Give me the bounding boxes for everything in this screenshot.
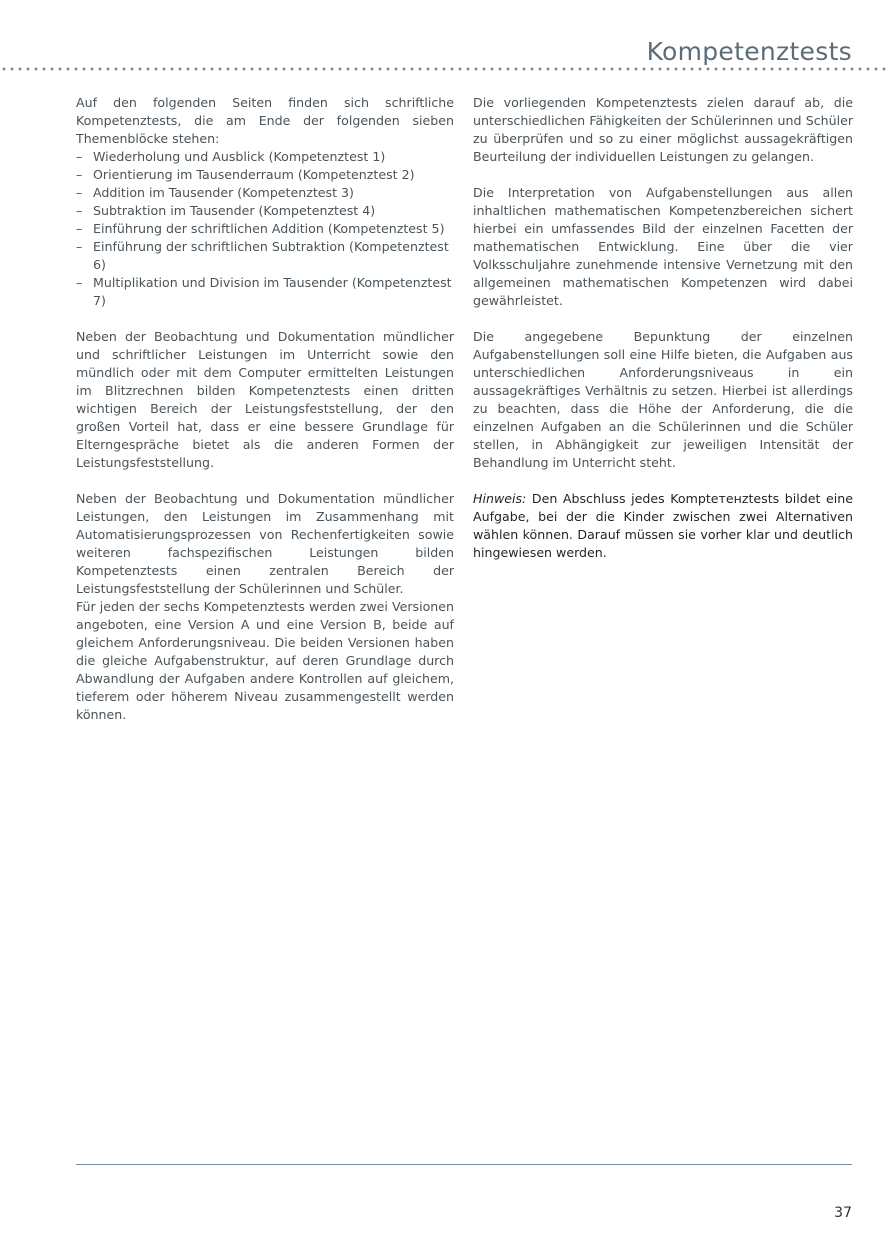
right-column xyxy=(473,94,853,562)
page-number: 37 xyxy=(834,1205,852,1221)
left-column xyxy=(76,94,454,742)
topic-list-item xyxy=(76,202,454,220)
topic-list-item xyxy=(76,220,454,238)
list-dash: – xyxy=(76,221,83,236)
hint-paragraph xyxy=(473,490,853,562)
header-dotted-divider xyxy=(0,67,890,71)
hint-label: Hinweis: xyxy=(473,491,527,506)
topic-list-item xyxy=(76,184,454,202)
topic-list xyxy=(76,148,454,310)
observation-paragraph: Neben der Beobachtung und Dokumentation mündlicher und schriftlicher Leistungen im Unterricht sowie den mündlich oder mit dem Computer ermittelten Leistungen im Blitzrechnen bilden Kompetenztests einen dritten wichtigen Bereich der Leistungsfeststellung, der den großen Vorteil hat, dass er eine bessere Grundlage für Elterngespräche bietet als die anderen Formen der Leistungsfeststellung. xyxy=(76,329,454,470)
interpretation-paragraph: Die Interpretation von Aufgabenstellungen aus allen inhaltlichen mathematischen Kompetenzbereichen sichert hierbei ein umfassendes Bild der einzelnen Facetten der mathematischen Entwicklung. Eine über die vier Volksschuljahre zunehmende intensive Vernetzung mit den allgemeinen mathematischen Kompetenzen wird dabei gewährleistet. xyxy=(473,185,853,308)
footer-divider xyxy=(76,1164,852,1165)
intro-paragraph: Auf den folgenden Seiten finden sich schriftliche Kompetenztests, die am Ende der folgenden sieben Themenblöcke stehen: xyxy=(76,95,454,146)
topic-list-item xyxy=(76,148,454,166)
hint-text: Den Abschluss jedes Kompteтенztests bildet eine Aufgabe, bei der die Kinder zwischen zwei Alternativen wählen können. Darauf müssen sie vorher klar und deutlich hingewiesen werden. xyxy=(473,491,853,560)
topic-label: Wiederholung und Ausblick (Kompetenztest 1) xyxy=(93,149,386,164)
list-dash: – xyxy=(76,275,83,290)
list-dash: – xyxy=(76,239,83,254)
versions-paragraph: Für jeden der sechs Kompetenztests werden zwei Versionen angeboten, eine Version A und eine Version B, beide auf gleichem Anforderungsniveau. Die beiden Versionen haben die gleiche Aufgabenstruktur, auf deren Grundlage durch Abwandlung der Aufgaben andere Kontrollen auf gleichem, tieferem oder höherem Niveau zusammengestellt werden können. xyxy=(76,599,454,722)
topic-label: Subtraktion im Tausender (Kompetenztest 4) xyxy=(93,203,376,218)
aim-paragraph: Die vorliegenden Kompetenztests zielen darauf ab, die unterschiedlichen Fähigkeiten der Schülerinnen und Schüler zu überprüfen und so zu einer möglichst aussagekräftigen Beurteilung der individuellen Leistungen zu gelangen. xyxy=(473,95,853,164)
page-title: Kompetenztests xyxy=(646,37,852,66)
topic-list-item xyxy=(76,274,454,310)
topic-list-item xyxy=(76,166,454,184)
topic-label: Addition im Tausender (Kompetenztest 3) xyxy=(93,185,354,200)
list-dash: – xyxy=(76,203,83,218)
list-dash: – xyxy=(76,167,83,182)
list-dash: – xyxy=(76,185,83,200)
topic-label: Orientierung im Tausenderraum (Kompetenztest 2) xyxy=(93,167,415,182)
list-dash: – xyxy=(76,149,83,164)
scoring-paragraph: Die angegebene Bepunktung der einzelnen Aufgabenstellungen soll eine Hilfe bieten, die Aufgaben aus unterschiedlichen Anforderungsniveaus in ein aussagekräftiges Verhältnis zu setzen. Hierbei ist allerdings zu beachten, dass die Höhe der Anforderung, die die einzelnen Aufgaben an die Schülerinnen und die Schüler stellen, in Abhängigkeit zur jeweiligen Intensität der Behandlung im Unterricht steht. xyxy=(473,329,853,470)
topic-list-item xyxy=(76,238,454,274)
central-area-paragraph: Neben der Beobachtung und Dokumentation mündlicher Leistungen, den Leistungen im Zusammenhang mit Automatisierungsprozessen von Rechenfertigkeiten sowie weiteren fachspezifischen Leistungen bilden Kompetenztests einen zentralen Bereich der Leistungsfeststellung der Schülerinnen und Schüler. xyxy=(76,491,454,596)
topic-label: Einführung der schriftlichen Subtraktion (Kompetenztest 6) xyxy=(93,239,449,272)
topic-label: Multiplikation und Division im Tausender (Kompetenztest 7) xyxy=(93,275,452,308)
topic-label: Einführung der schriftlichen Addition (Kompetenztest 5) xyxy=(93,221,445,236)
